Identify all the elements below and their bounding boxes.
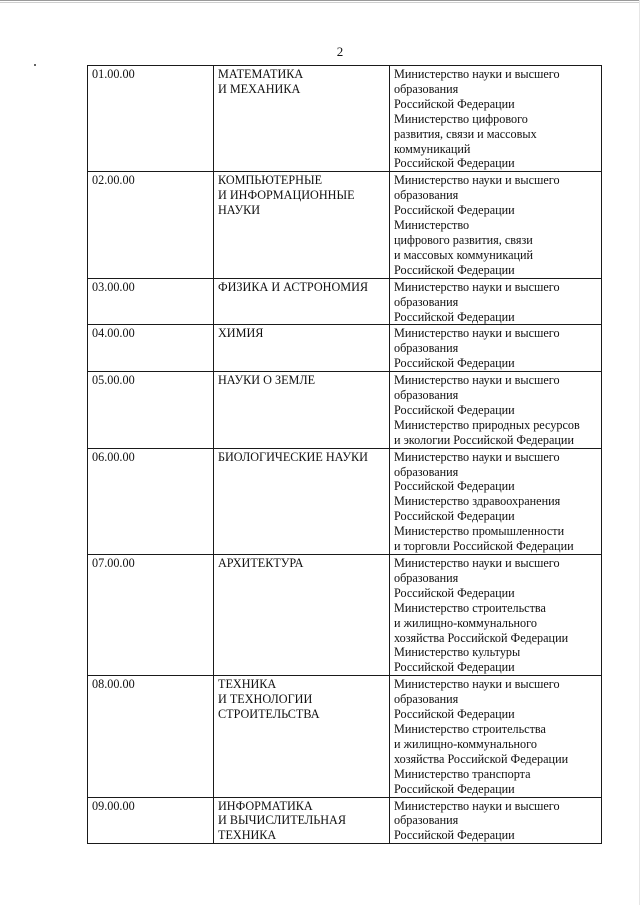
ministries-cell: Министерство науки и высшего образования Российской Федерации xyxy=(390,325,602,372)
field-name-cell: НАУКИ О ЗЕМЛЕ xyxy=(214,372,390,449)
field-code-cell: 01.00.00 xyxy=(88,66,214,172)
page-number: 2 xyxy=(336,44,344,59)
ministries-cell: Министерство науки и высшего образования Российской Федерации xyxy=(390,797,602,844)
field-code-cell: 03.00.00 xyxy=(88,278,214,325)
ministries-cell: Министерство науки и высшего образования Российской Федерации Министерство строительства и жилищно-коммунального хозяйства Российской Федерации Министерство культуры Российской Федерации xyxy=(390,555,602,676)
field-name-cell: КОМПЬЮТЕРНЫЕ И ИНФОРМАЦИОННЫЕ НАУКИ xyxy=(214,172,390,278)
field-code-cell: 07.00.00 xyxy=(88,555,214,676)
ministries-cell: Министерство науки и высшего образования Российской Федерации Министерство цифрового развития, связи и массовых коммуникаций Российской Федерации xyxy=(390,66,602,172)
ministries-cell: Министерство науки и высшего образования Российской Федерации Министерство строительства и жилищно-коммунального хозяйства Российской Федерации Министерство транспорта Российской Федерации xyxy=(390,676,602,797)
field-name-cell: ФИЗИКА И АСТРОНОМИЯ xyxy=(214,278,390,325)
ministries-cell: Министерство науки и высшего образования Российской Федерации Министерство здравоохранения Российской Федерации Министерство промышленности и торговли Российской Федерации xyxy=(390,448,602,554)
ministries-cell: Министерство науки и высшего образования Российской Федерации Министерство цифрового развития, связи и массовых коммуникаций Российской Федерации xyxy=(390,172,602,278)
field-code-cell: 08.00.00 xyxy=(88,676,214,797)
table-row xyxy=(88,325,602,372)
table-row xyxy=(88,797,602,844)
table-row xyxy=(88,372,602,449)
field-name-cell: ТЕХНИКА И ТЕХНОЛОГИИ СТРОИТЕЛЬСТВА xyxy=(214,676,390,797)
table-row xyxy=(88,676,602,797)
field-name-cell: ХИМИЯ xyxy=(214,325,390,372)
field-code-cell: 06.00.00 xyxy=(88,448,214,554)
field-code-cell: 09.00.00 xyxy=(88,797,214,844)
field-name-cell: МАТЕМАТИКА И МЕХАНИКА xyxy=(214,66,390,172)
field-code-cell: 02.00.00 xyxy=(88,172,214,278)
table-row xyxy=(88,66,602,172)
table-row xyxy=(88,278,602,325)
field-code-cell: 05.00.00 xyxy=(88,372,214,449)
table-row xyxy=(88,172,602,278)
ministries-cell: Министерство науки и высшего образования Российской Федерации xyxy=(390,278,602,325)
field-name-cell: АРХИТЕКТУРА xyxy=(214,555,390,676)
field-name-cell: ИНФОРМАТИКА И ВЫЧИСЛИТЕЛЬНАЯ ТЕХНИКА xyxy=(214,797,390,844)
top-border-line xyxy=(0,0,640,1)
table-row xyxy=(88,555,602,676)
table-row xyxy=(88,448,602,554)
science-fields-table xyxy=(87,65,602,844)
field-code-cell: 04.00.00 xyxy=(88,325,214,372)
ministries-cell: Министерство науки и высшего образования Российской Федерации Министерство природных ресурсов и экологии Российской Федерации xyxy=(390,372,602,449)
field-name-cell: БИОЛОГИЧЕСКИЕ НАУКИ xyxy=(214,448,390,554)
margin-dot xyxy=(34,64,36,66)
top-border-shadow xyxy=(0,2,640,3)
